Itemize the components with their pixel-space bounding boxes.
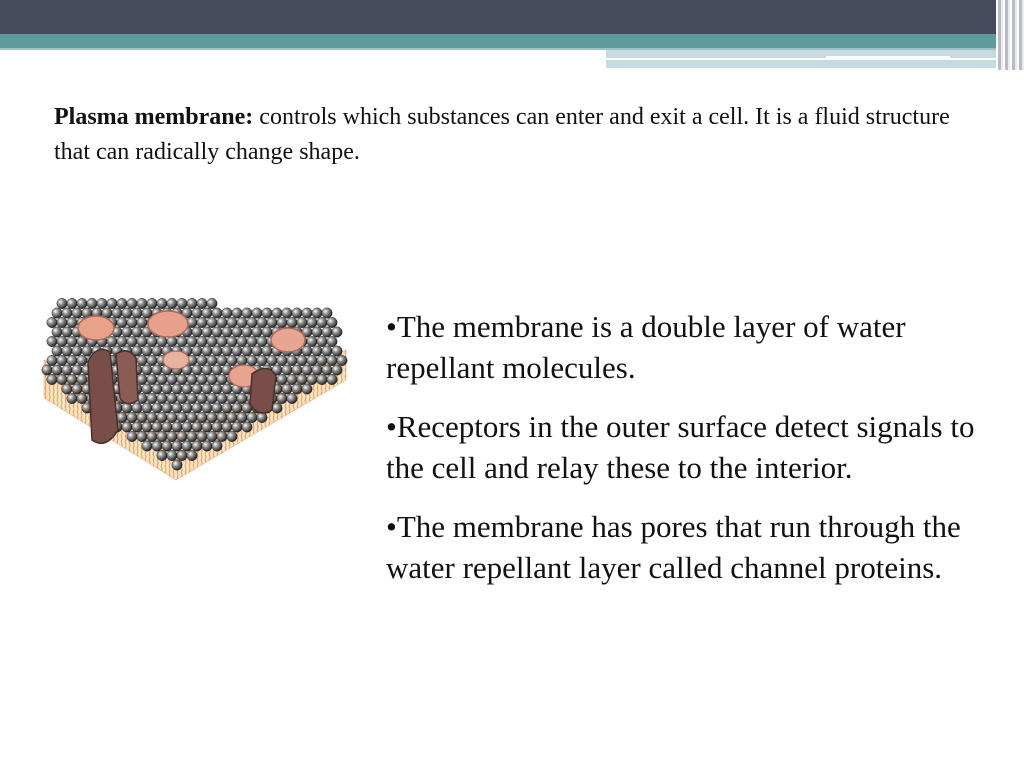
header-accent-bar [606,50,1024,58]
bullet-item: •Receptors in the outer surface detect signals to the cell and relay these to the interior. [386,409,975,485]
intro-paragraph [54,100,954,170]
bullet-item: •The membrane is a double layer of water repellant molecules. [386,309,906,385]
header-bar-teal [0,34,1024,48]
header-accent-bar-lower [606,60,1024,68]
bullet-item: •The membrane has pores that run through the water repellant layer called channel proteins. [386,509,961,585]
membrane-illustration [36,280,356,500]
header-accent-line [826,56,950,59]
header-bar-dark [0,0,1024,34]
intro-term: Plasma membrane: [54,104,254,130]
bullet-list [386,306,996,606]
header-stripes [996,0,1024,70]
intro-text: controls which substances can enter and exit a cell. It is a fluid structure that can radically change shape. [54,104,950,165]
